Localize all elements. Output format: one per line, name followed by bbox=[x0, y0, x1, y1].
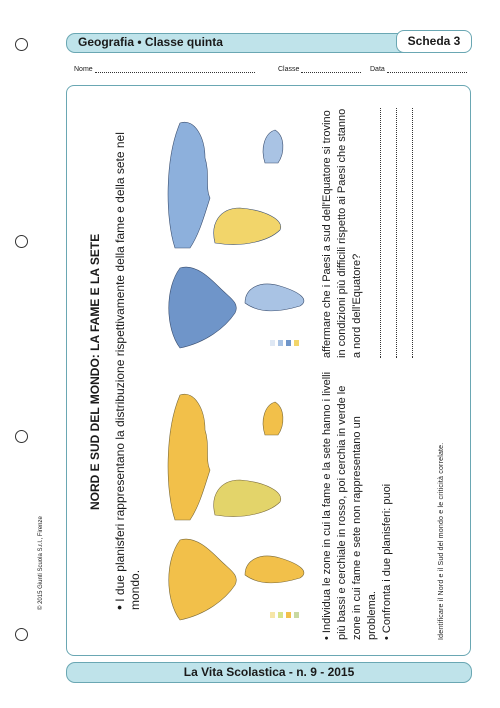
nome-label: Nome bbox=[74, 66, 93, 73]
classe-field[interactable] bbox=[301, 65, 361, 73]
classe-label: Classe bbox=[278, 66, 300, 73]
bullet-icon: • bbox=[321, 636, 333, 640]
nome-field[interactable] bbox=[95, 65, 255, 73]
binder-hole-1 bbox=[15, 38, 28, 51]
questions-left bbox=[320, 370, 395, 640]
question-1-text: Individua le zone in cui la fame e la sete hanno i livelli più bassi e cerchiale in rosso, poi cerchia in verde le zone in cui fame e sete non rappresentano un problema. bbox=[321, 371, 378, 640]
exercise-intro bbox=[112, 120, 143, 610]
page-title: Geografia • Classe quinta bbox=[78, 35, 223, 49]
hunger-world-map bbox=[150, 380, 320, 630]
scheda-label: Scheda 3 bbox=[396, 30, 472, 53]
answer-line-1[interactable] bbox=[368, 108, 381, 358]
intro-text: I due planisferi rappresentano la distribuzione rispettivamente della fame e della sete nel mondo. bbox=[113, 132, 142, 610]
bullet-icon: • bbox=[381, 636, 393, 640]
bullet-icon: • bbox=[111, 605, 127, 610]
question-2 bbox=[380, 370, 395, 640]
student-fields bbox=[74, 65, 470, 77]
answer-line-2[interactable] bbox=[384, 108, 397, 358]
data-label: Data bbox=[370, 66, 385, 73]
exercise-body bbox=[70, 90, 460, 650]
question-1 bbox=[320, 370, 380, 640]
questions-right bbox=[320, 108, 413, 358]
binder-hole-4 bbox=[15, 628, 28, 641]
question-2-text: Confronta i due planisferi: puoi bbox=[381, 483, 393, 634]
question-2-continued: affermare che i Paesi a sud dell'Equatore si trovino in condizioni più difficili rispetto ai Paesi che stanno a nord dell'Equatore? bbox=[321, 108, 363, 358]
copyright: © 2015 Giunti Scuola S.r.l., Firenze bbox=[38, 516, 44, 610]
thirst-world-map bbox=[150, 108, 320, 358]
exercise-title: NORD E SUD DEL MONDO: LA FAME E LA SETE bbox=[88, 233, 102, 510]
data-field[interactable] bbox=[387, 65, 467, 73]
binder-hole-2 bbox=[15, 235, 28, 248]
footer-bar: La Vita Scolastica - n. 9 - 2015 bbox=[66, 662, 472, 683]
binder-hole-3 bbox=[15, 430, 28, 443]
answer-line-3[interactable] bbox=[400, 108, 413, 358]
learning-objective: Identificare il Nord e il Sud del mondo e le criticità correlate. bbox=[438, 442, 445, 640]
